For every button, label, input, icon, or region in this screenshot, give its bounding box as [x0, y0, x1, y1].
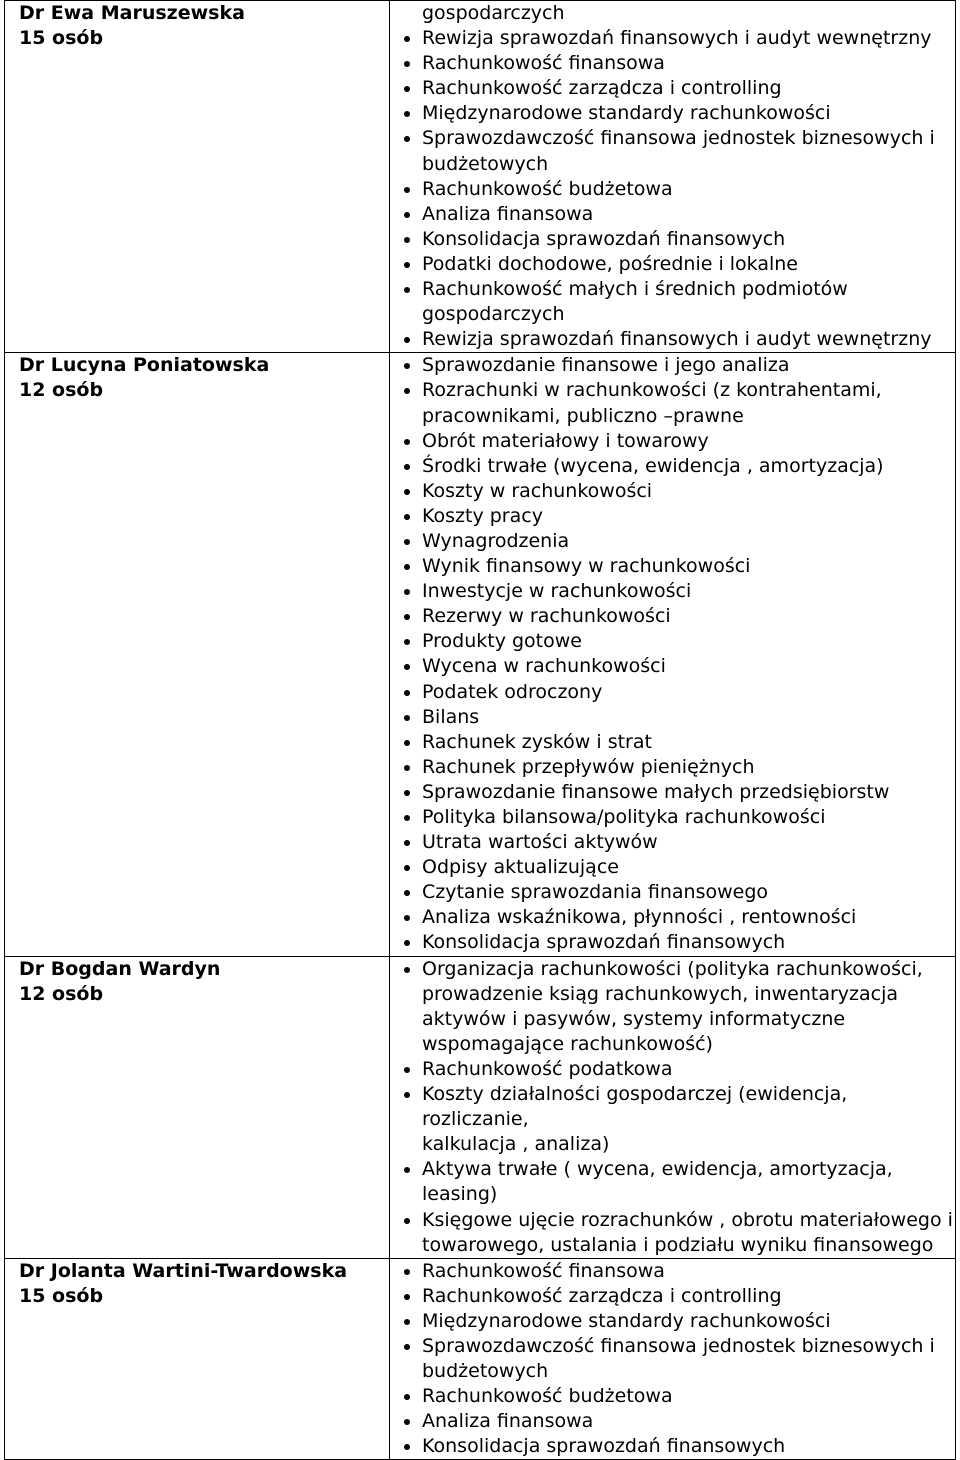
topic-item: Rachunkowość finansowa [390, 51, 955, 76]
topic-item: Rachunkowość podatkowa [390, 1057, 955, 1082]
topic-item: towarowego, ustalania i podziału wyniku finansowego [422, 1233, 934, 1256]
topic-item: pracownikami, publiczno –prawne [422, 404, 744, 427]
topic-item: Rewizja sprawozdań finansowych i audyt wewnętrzny [390, 327, 955, 352]
topic-item: Międzynarodowe standardy rachunkowości [390, 1309, 955, 1334]
supervisor-cell [5, 353, 390, 956]
topic-item: leasing) [422, 1183, 498, 1206]
table-row [5, 956, 956, 1258]
topic-item: budżetowych [422, 1360, 549, 1383]
topic-item: Konsolidacja sprawozdań finansowych [390, 1434, 955, 1459]
student-count: 15 osób [19, 27, 104, 49]
topic-item: Analiza finansowa [390, 1409, 955, 1434]
topic-item: gospodarczych [422, 303, 565, 326]
topic-item: Produkty gotowe [390, 629, 955, 654]
topic-item: Koszty pracy [390, 504, 955, 529]
topic-item: Odpisy aktualizujące [390, 855, 955, 880]
supervisors-table [4, 0, 956, 1460]
student-count: 15 osób [19, 1284, 104, 1307]
topic-item: budżetowych [422, 152, 549, 175]
topic-item: Rachunkowość budżetowa [390, 1384, 955, 1409]
topic-item: prowadzenie ksiąg rachunkowych, inwentaryzacja [422, 982, 899, 1005]
topic-item: Podatki dochodowe, pośrednie i lokalne [390, 252, 955, 277]
topic-item: Międzynarodowe standardy rachunkowości [390, 101, 955, 126]
supervisor-name: Dr Bogdan Wardyn [19, 957, 221, 980]
topics-list [390, 957, 955, 1258]
topic-item: Polityka bilansowa/polityka rachunkowości [390, 805, 955, 830]
topic-item: Rewizja sprawozdań finansowych i audyt wewnętrzny [390, 26, 955, 51]
topic-item: Rachunkowość finansowa [390, 1259, 955, 1284]
topics-list [390, 1259, 955, 1460]
topics-cell [390, 353, 956, 956]
topic-item: Rachunkowość zarządcza i controlling [390, 76, 955, 101]
topic-item: Wycena w rachunkowości [390, 654, 955, 679]
topic-item: Rachunkowość małych i średnich podmiotów [390, 277, 955, 302]
supervisor-cell [5, 956, 390, 1258]
topic-item: Środki trwałe (wycena, ewidencja , amortyzacja) [390, 454, 955, 479]
topic-item: kalkulacja , analiza) [422, 1133, 610, 1156]
topic-item: Analiza wskaźnikowa, płynności , rentowności [390, 905, 955, 930]
topic-item: Utrata wartości aktywów [390, 830, 955, 855]
supervisor-name: Dr Ewa Maruszewska [19, 2, 245, 24]
table-row [5, 1258, 956, 1460]
topic-item: Koszty w rachunkowości [390, 479, 955, 504]
topic-item: Wynik finansowy w rachunkowości [390, 554, 955, 579]
supervisor-cell [5, 1258, 390, 1460]
topic-item: Sprawozdawczość finansowa jednostek biznesowych i [390, 1334, 955, 1359]
topics-list [390, 353, 955, 955]
topic-item: Rachunek przepływów pieniężnych [390, 755, 955, 780]
topic-item: Analiza finansowa [390, 202, 955, 227]
topic-item: aktywów i pasywów, systemy informatyczne [422, 1007, 846, 1030]
topic-item: Aktywa trwałe ( wycena, ewidencja, amortyzacja, [390, 1157, 955, 1182]
table-body [5, 1, 956, 1460]
topics-cell [390, 1, 956, 353]
topic-item: Rozrachunki w rachunkowości (z kontrahentami, [390, 378, 955, 403]
topics-cell [390, 956, 956, 1258]
topics-cell [390, 1258, 956, 1460]
topics-list [390, 1, 955, 352]
table-row [5, 353, 956, 956]
supervisor-name: Dr Jolanta Wartini-Twardowska [19, 1259, 348, 1282]
student-count: 12 osób [19, 379, 104, 402]
topic-item: Rezerwy w rachunkowości [390, 604, 955, 629]
topic-item: Konsolidacja sprawozdań finansowych [390, 227, 955, 252]
topic-item: gospodarczych [422, 2, 565, 24]
topic-item: Koszty działalności gospodarczej (ewidencja, rozliczanie, [390, 1082, 955, 1132]
table-row [5, 1, 956, 353]
topic-item: Sprawozdanie finansowe i jego analiza [390, 353, 955, 378]
topic-item: Bilans [390, 705, 955, 730]
topic-item: Organizacja rachunkowości (polityka rachunkowości, [390, 957, 955, 982]
topic-item: Czytanie sprawozdania finansowego [390, 880, 955, 905]
topic-item: Wynagrodzenia [390, 529, 955, 554]
supervisor-cell [5, 1, 390, 353]
topic-item: Księgowe ujęcie rozrachunków , obrotu materiałowego i [390, 1208, 955, 1233]
topic-item: Rachunkowość zarządcza i controlling [390, 1284, 955, 1309]
topic-item: Rachunek zysków i strat [390, 730, 955, 755]
topic-item: Inwestycje w rachunkowości [390, 579, 955, 604]
topic-item: wspomagające rachunkowość) [422, 1032, 713, 1055]
supervisor-name: Dr Lucyna Poniatowska [19, 354, 270, 377]
student-count: 12 osób [19, 982, 104, 1005]
topic-item: Rachunkowość budżetowa [390, 177, 955, 202]
topic-item: Sprawozdanie finansowe małych przedsiębiorstw [390, 780, 955, 805]
topic-item: Podatek odroczony [390, 680, 955, 705]
topic-item: Konsolidacja sprawozdań finansowych [390, 930, 955, 955]
topic-item: Obrót materiałowy i towarowy [390, 429, 955, 454]
topic-item: Sprawozdawczość finansowa jednostek biznesowych i [390, 126, 955, 151]
